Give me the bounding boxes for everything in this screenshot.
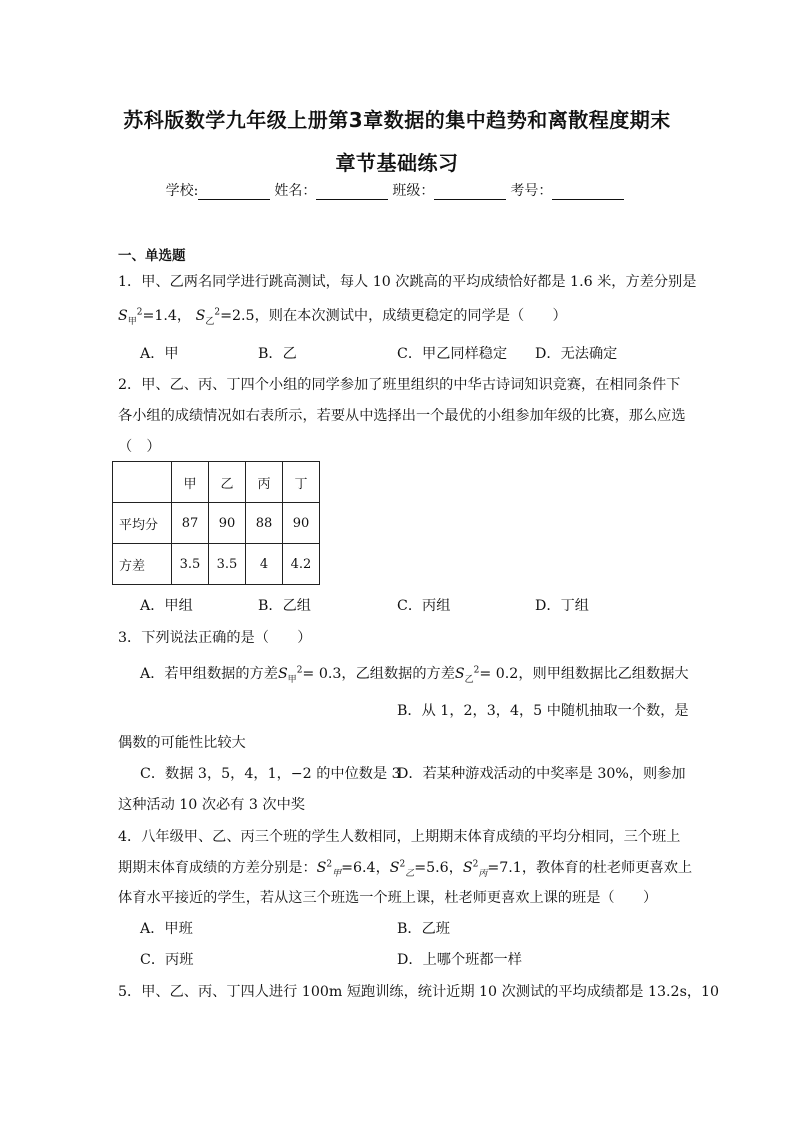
q1-option-c[interactable]: C．甲乙同样稳定 <box>397 346 508 362</box>
q3-option-a[interactable]: A．若甲组数据的方差$S_甲^2= 0.3$，乙组数据的方差$S_乙^2= 0.2$，则甲组数据比乙组数据大 <box>140 665 689 685</box>
table-cell: 88 <box>246 503 283 544</box>
q1-option-b[interactable]: B．乙 <box>258 346 297 362</box>
document-title-line1: 苏科版数学九年级上册第3章数据的集中趋势和离散程度期末 <box>123 108 671 132</box>
q4-line2: 期期末体育成绩的方差分别是：$S^2_甲=6.4$，$S^2_乙=5.6$，$S^2_丙=7.1$，教体育的杜老师更喜欢上 <box>118 859 693 879</box>
table-cell: 87 <box>172 503 209 544</box>
q1-variance-line: $S_甲^2=1.4$， $S_乙^2=2.5$，则在本次测试中，成绩更稳定的同学是（ ） <box>118 307 567 327</box>
q4-option-d[interactable]: D．上哪个班都一样 <box>397 952 522 968</box>
table-cell: 平均分 <box>113 503 172 544</box>
table-cell: 90 <box>283 503 320 544</box>
name-blank[interactable] <box>316 185 388 200</box>
q2-line3: （ ） <box>118 439 161 455</box>
q2-line2: 各小组的成绩情况如右表所示，若要从中选择出一个最优的小组参加年级的比赛，那么应选 <box>118 408 686 424</box>
exam-no-blank[interactable] <box>552 185 624 200</box>
table-cell: 方差 <box>113 544 172 585</box>
q3-option-c[interactable]: C．数据 3，5，4，1，−2 的中位数是 3 <box>140 766 401 782</box>
school-label: 学校: <box>165 183 199 199</box>
q4-option-a[interactable]: A．甲班 <box>140 921 193 937</box>
q4-line3: 体育水平接近的学生，若从这三个班选一个班上课，杜老师更喜欢上课的班是（ ） <box>118 890 658 906</box>
table-cell: 3.5 <box>172 544 209 585</box>
q1-text: 1．甲、乙两名同学进行跳高测试，每人 10 次跳高的平均成绩恰好都是 1.6 米，方差分别是 <box>118 274 697 290</box>
q3-option-b-cont: 偶数的可能性比较大 <box>118 735 246 751</box>
table-cell: 4.2 <box>283 544 320 585</box>
section-title: 一、单选题 <box>118 248 186 264</box>
q2-option-b[interactable]: B．乙组 <box>258 598 311 614</box>
q3-text: 3．下列说法正确的是（ ） <box>118 630 312 646</box>
q2-score-table <box>112 461 320 585</box>
student-info-row <box>0 180 794 200</box>
q4-option-b[interactable]: B．乙班 <box>397 921 450 937</box>
q4-line1: 4．八年级甲、乙、丙三个班的学生人数相同，上期期末体育成绩的平均分相同，三个班上 <box>118 829 681 845</box>
q1-option-a[interactable]: A．甲 <box>140 346 179 362</box>
table-cell: 甲 <box>172 462 209 503</box>
table-header-row <box>113 462 320 503</box>
q1-option-d[interactable]: D．无法确定 <box>535 346 618 362</box>
table-cell: 4 <box>246 544 283 585</box>
school-blank[interactable] <box>198 185 270 200</box>
exam-no-label: 考号： <box>510 183 553 199</box>
table-cell: 乙 <box>209 462 246 503</box>
q3-option-d-cont: 这种活动 10 次必有 3 次中奖 <box>118 797 305 813</box>
class-label: 班级： <box>392 183 435 199</box>
table-cell <box>113 462 172 503</box>
document-title-line2: 章节基础练习 <box>335 151 459 175</box>
q5-text: 5．甲、乙、丙、丁四人进行 100m 短跑训练，统计近期 10 次测试的平均成绩都是 13.2s，10 <box>118 984 720 1000</box>
q2-option-d[interactable]: D．丁组 <box>535 598 589 614</box>
table-row <box>113 544 320 585</box>
q3-option-b[interactable]: B．从 1，2，3，4，5 中随机抽取一个数，是 <box>397 703 689 719</box>
table-cell: 丁 <box>283 462 320 503</box>
name-label: 姓名： <box>274 183 317 199</box>
table-cell: 3.5 <box>209 544 246 585</box>
q2-option-c[interactable]: C．丙组 <box>397 598 451 614</box>
q2-line1: 2．甲、乙、丙、丁四个小组的同学参加了班里组织的中华古诗词知识竞赛，在相同条件下 <box>118 377 681 393</box>
q2-option-a[interactable]: A．甲组 <box>140 598 193 614</box>
table-cell: 丙 <box>246 462 283 503</box>
q4-option-c[interactable]: C．丙班 <box>140 952 194 968</box>
class-blank[interactable] <box>434 185 506 200</box>
table-row <box>113 503 320 544</box>
table-cell: 90 <box>209 503 246 544</box>
q3-option-d[interactable]: D．若某种游戏活动的中奖率是 30%，则参加 <box>397 766 686 782</box>
